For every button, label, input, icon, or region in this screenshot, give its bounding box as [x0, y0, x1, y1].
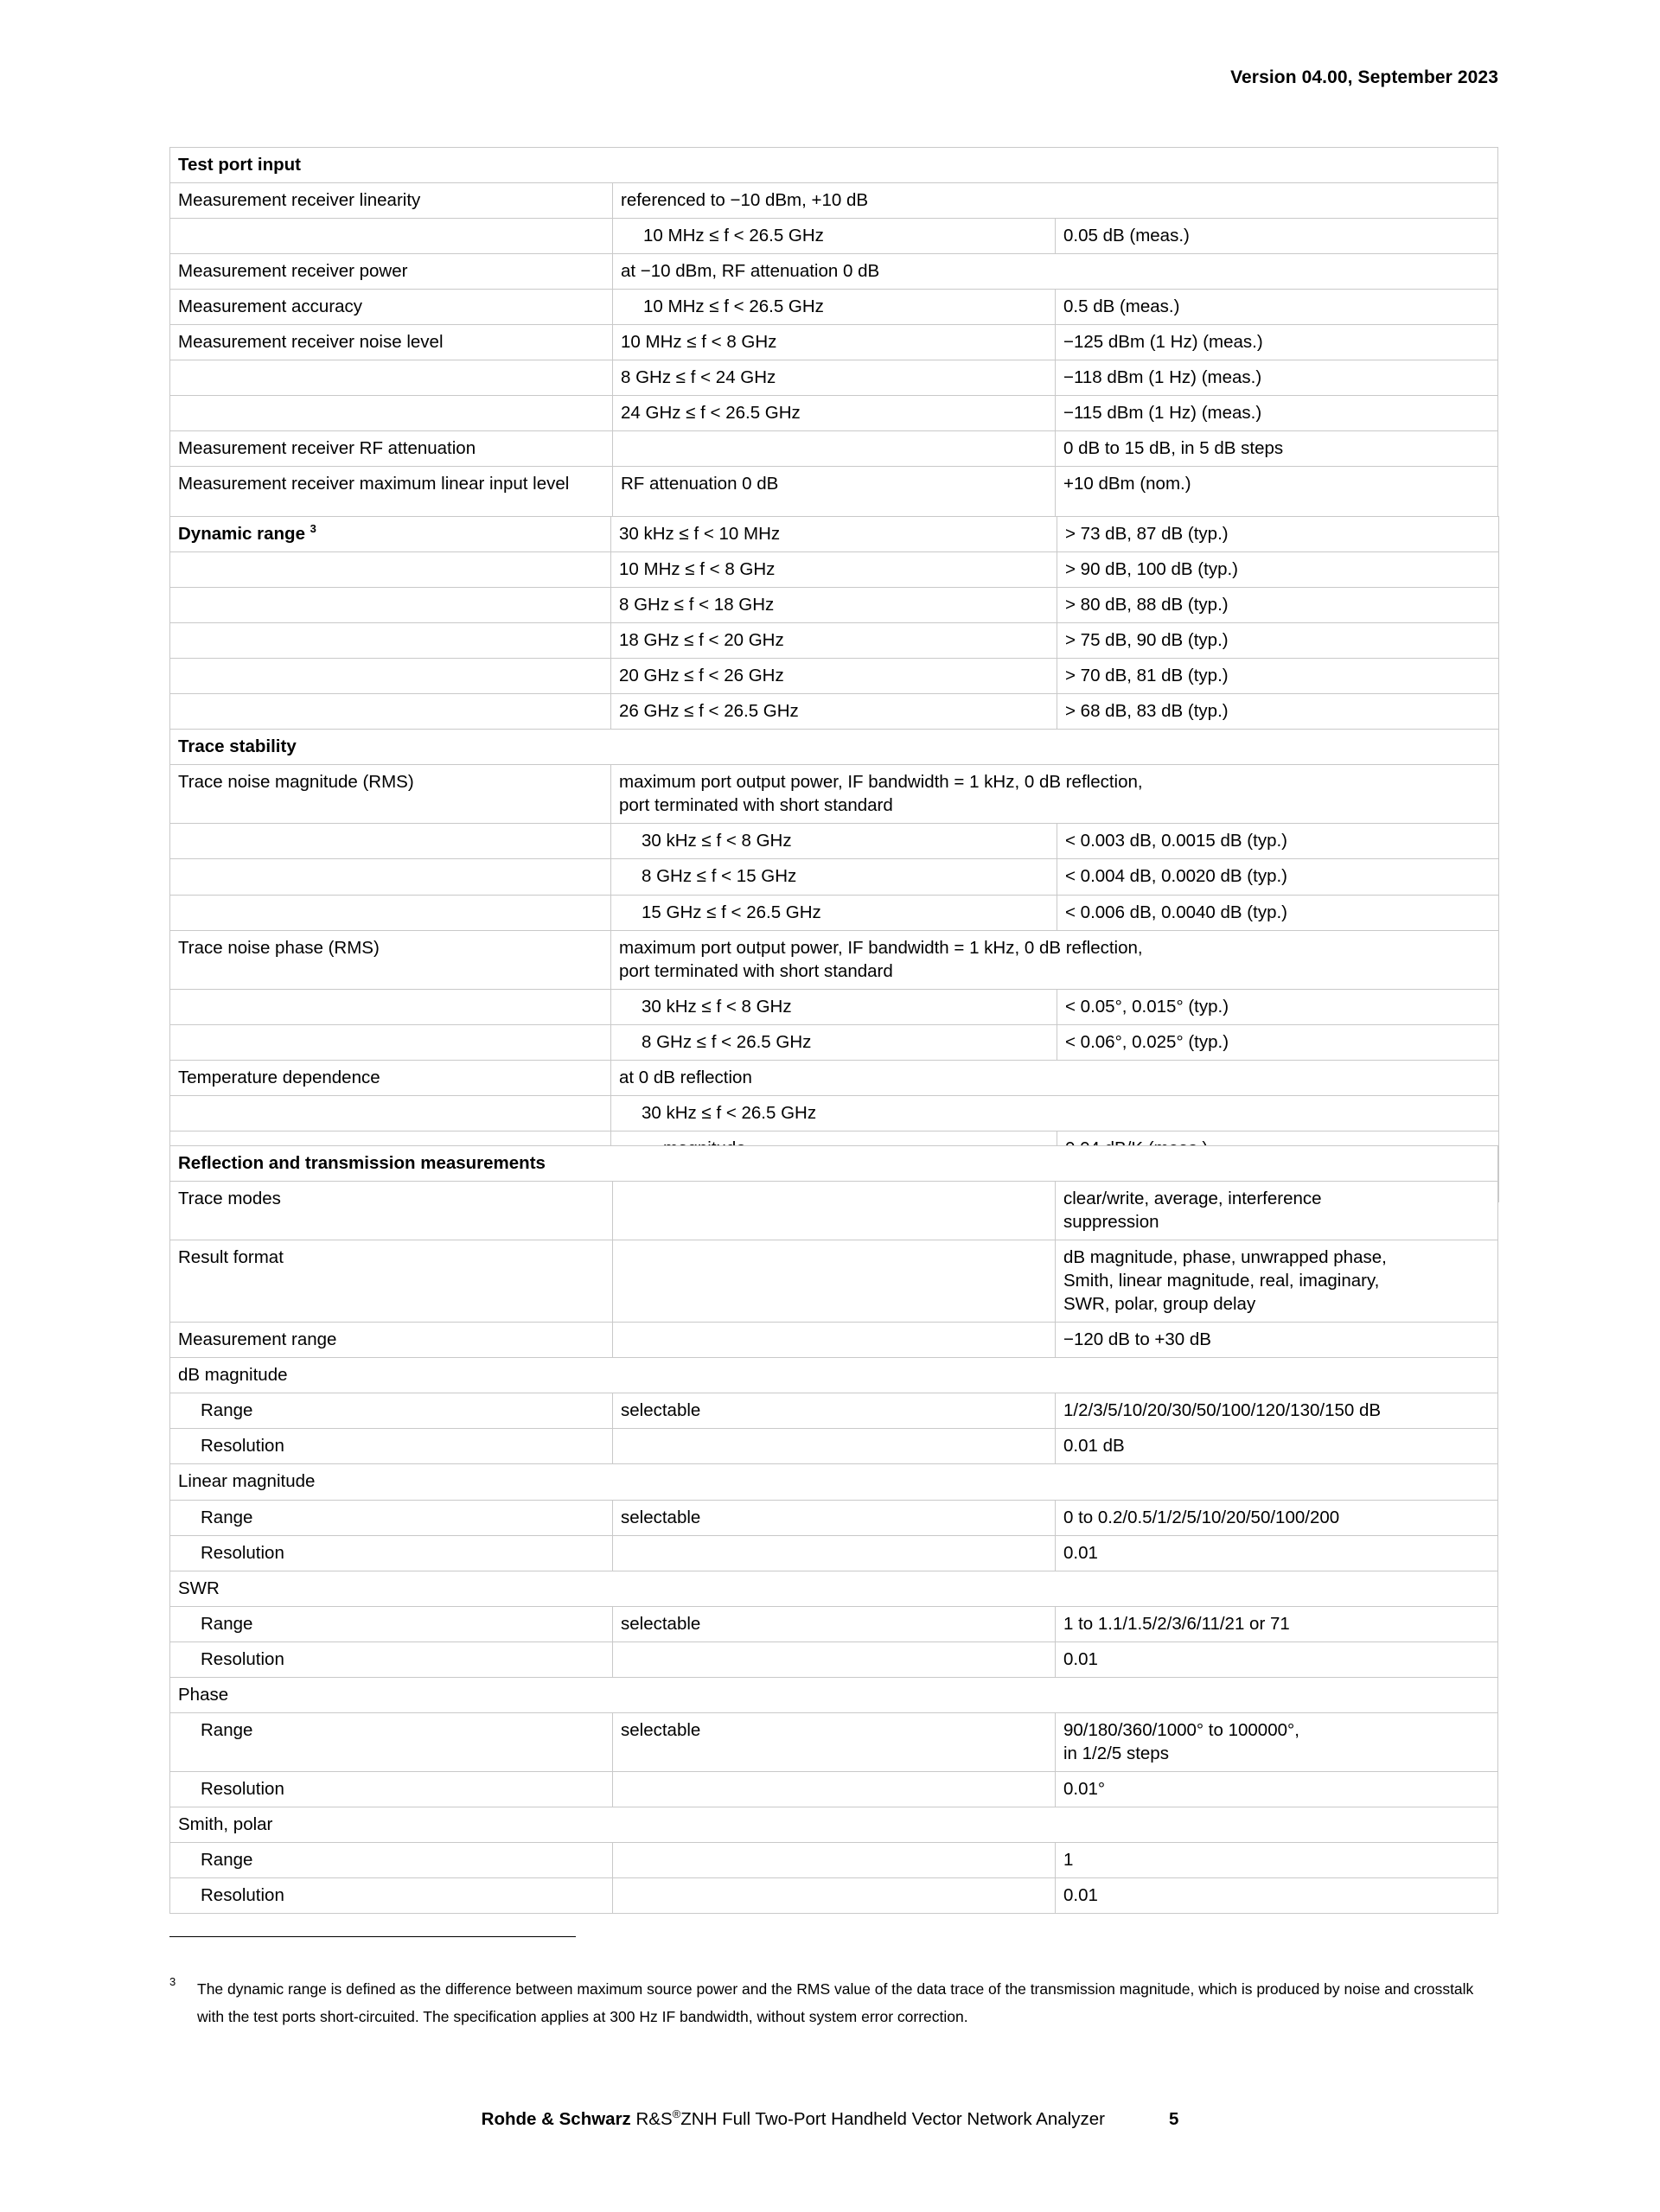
registered-trademark-icon: ® — [672, 2107, 681, 2121]
cell-c1: Range — [170, 1712, 613, 1771]
cell-c1: Dynamic range $^3$ — [170, 517, 611, 552]
table-row — [170, 1240, 1498, 1323]
section-title: Smith, polar — [170, 1807, 1498, 1842]
cell-c3: > 70 dB, 81 dB (typ.) — [1057, 659, 1499, 694]
spec-table-test-port-input — [169, 147, 1498, 526]
cell-c2: 20 GHz ≤ f < 26 GHz — [611, 659, 1057, 694]
cell-c2: selectable — [613, 1500, 1056, 1535]
cell-c1: Measurement receiver noise level — [170, 325, 613, 360]
cell-c1: Range — [170, 1842, 613, 1877]
table-section-header-row — [170, 1146, 1498, 1182]
cell-c1 — [170, 360, 613, 396]
table-section-header-row — [170, 1464, 1498, 1500]
table-section-header-row — [170, 1807, 1498, 1842]
cell-c1: Measurement receiver power — [170, 254, 613, 290]
cell-c3: −115 dBm (1 Hz) (meas.) — [1056, 396, 1498, 431]
cell-c3: 0.01 — [1056, 1641, 1498, 1677]
page-footer — [0, 2109, 1660, 2130]
cell-c2 — [613, 1641, 1056, 1677]
table-row — [170, 183, 1498, 219]
table-row — [170, 1535, 1498, 1571]
cell-c3: < 0.006 dB, 0.0040 dB (typ.) — [1057, 895, 1499, 930]
cell-c3: < 0.004 dB, 0.0020 dB (typ.) — [1057, 859, 1499, 895]
cell-c3: −120 dB to +30 dB — [1056, 1323, 1498, 1358]
cell-c1: Resolution — [170, 1535, 613, 1571]
cell-c2: at −10 dBm, RF attenuation 0 dB — [613, 254, 1498, 290]
cell-c2: 30 kHz ≤ f < 10 MHz — [611, 517, 1057, 552]
table-row — [170, 325, 1498, 360]
cell-c3: dB magnitude, phase, unwrapped phase, Smith, linear magnitude, real, imaginary, SWR, polar, group delay — [1056, 1240, 1498, 1323]
cell-c3: 0.01 — [1056, 1878, 1498, 1914]
cell-c1: Trace modes — [170, 1182, 613, 1240]
cell-c2: 10 MHz ≤ f < 26.5 GHz — [613, 219, 1056, 254]
table-row — [170, 431, 1498, 467]
cell-c1: Resolution — [170, 1641, 613, 1677]
footnote — [169, 1976, 1501, 2031]
cell-c2: 18 GHz ≤ f < 20 GHz — [611, 623, 1057, 659]
table-row — [170, 1182, 1498, 1240]
table-row — [170, 396, 1498, 431]
cell-c3: 0.01 — [1056, 1535, 1498, 1571]
table-section-header-row — [170, 1677, 1498, 1712]
cell-c1 — [170, 895, 611, 930]
cell-c1: Trace noise magnitude (RMS) — [170, 765, 611, 824]
cell-c2: 8 GHz ≤ f < 15 GHz — [611, 859, 1057, 895]
table-row — [170, 1323, 1498, 1358]
cell-c3: 0 dB to 15 dB, in 5 dB steps — [1056, 431, 1498, 467]
table-row — [170, 290, 1498, 325]
table-row — [170, 659, 1499, 694]
footnote-text: The dynamic range is defined as the difference between maximum source power and the RMS value of the data trace of the transmission magnitude, which is produced by noise and crosstalk with the test ports short-circuited. The specification applies at 300 Hz IF bandwidth, without system error correction. — [197, 1980, 1474, 2025]
section-title: Linear magnitude — [170, 1464, 1498, 1500]
table-row — [170, 859, 1499, 895]
cell-c2: 30 kHz ≤ f < 26.5 GHz — [611, 1095, 1499, 1131]
cell-c2 — [613, 1771, 1056, 1807]
footnote-marker: 3 — [169, 1975, 176, 1988]
cell-c2: 26 GHz ≤ f < 26.5 GHz — [611, 694, 1057, 730]
cell-c2: 10 MHz ≤ f < 8 GHz — [613, 325, 1056, 360]
cell-c1: Resolution — [170, 1429, 613, 1464]
section-title: Test port input — [170, 148, 1498, 183]
table-row — [170, 694, 1499, 730]
cell-c1: Range — [170, 1500, 613, 1535]
section-title: Reflection and transmission measurements — [170, 1146, 1498, 1182]
cell-c1: Trace noise phase (RMS) — [170, 930, 611, 989]
footer-title-pre: R&S — [630, 2109, 673, 2129]
cell-c1: Measurement accuracy — [170, 290, 613, 325]
cell-c1 — [170, 588, 611, 623]
cell-c2: 30 kHz ≤ f < 8 GHz — [611, 989, 1057, 1024]
cell-c1: Measurement receiver linearity — [170, 183, 613, 219]
cell-c1 — [170, 694, 611, 730]
cell-c2: maximum port output power, IF bandwidth = 1 kHz, 0 dB reflection, port terminated with short standard — [611, 765, 1499, 824]
cell-c2: 30 kHz ≤ f < 8 GHz — [611, 824, 1057, 859]
cell-c3: 0.01° — [1056, 1771, 1498, 1807]
cell-c3: −125 dBm (1 Hz) (meas.) — [1056, 325, 1498, 360]
cell-c2 — [613, 1429, 1056, 1464]
cell-c2: 24 GHz ≤ f < 26.5 GHz — [613, 396, 1056, 431]
cell-c2: 8 GHz ≤ f < 24 GHz — [613, 360, 1056, 396]
footer-brand: Rohde & Schwarz — [481, 2109, 631, 2129]
cell-c1: Resolution — [170, 1878, 613, 1914]
table-row — [170, 1500, 1498, 1535]
cell-c2: maximum port output power, IF bandwidth = 1 kHz, 0 dB reflection, port terminated with short standard — [611, 930, 1499, 989]
table-section-header-row — [170, 730, 1499, 765]
cell-c2 — [613, 1535, 1056, 1571]
footnote-separator-rule — [169, 1936, 576, 1937]
table-row — [170, 1641, 1498, 1677]
page-header-version: Version 04.00, September 2023 — [1230, 67, 1498, 87]
cell-c1 — [170, 396, 613, 431]
cell-c2: 15 GHz ≤ f < 26.5 GHz — [611, 895, 1057, 930]
cell-c1 — [170, 623, 611, 659]
cell-c2: 10 MHz ≤ f < 26.5 GHz — [613, 290, 1056, 325]
cell-c3: < 0.05°, 0.015° (typ.) — [1057, 989, 1499, 1024]
cell-c1 — [170, 824, 611, 859]
section-title: Trace stability — [170, 730, 1499, 765]
cell-c2 — [613, 1878, 1056, 1914]
cell-c1 — [170, 659, 611, 694]
cell-c2 — [613, 1240, 1056, 1323]
cell-c2: 8 GHz ≤ f < 26.5 GHz — [611, 1024, 1057, 1060]
cell-c1: Result format — [170, 1240, 613, 1323]
table-row — [170, 930, 1499, 989]
cell-c3: > 73 dB, 87 dB (typ.) — [1057, 517, 1499, 552]
cell-c3: > 90 dB, 100 dB (typ.) — [1057, 552, 1499, 588]
cell-c2: selectable — [613, 1393, 1056, 1429]
table-row — [170, 765, 1499, 824]
table-row — [170, 254, 1498, 290]
footnote-reference: 3 — [310, 522, 316, 536]
cell-c1: Range — [170, 1393, 613, 1429]
footer-page-number: 5 — [1168, 2109, 1179, 2129]
table-row — [170, 1429, 1498, 1464]
table-section-header-row — [170, 1571, 1498, 1606]
cell-c2: selectable — [613, 1712, 1056, 1771]
table-row — [170, 1060, 1499, 1095]
cell-c3: 0 to 0.2/0.5/1/2/5/10/20/50/100/200 — [1056, 1500, 1498, 1535]
table-row — [170, 552, 1499, 588]
table-section-header-row — [170, 1358, 1498, 1393]
table-row — [170, 1771, 1498, 1807]
cell-c1: Measurement receiver RF attenuation — [170, 431, 613, 467]
cell-c3: 0.01 dB — [1056, 1429, 1498, 1464]
spec-table-dynamic-range-trace-stability — [169, 516, 1499, 1202]
section-title: SWR — [170, 1571, 1498, 1606]
cell-c2: 8 GHz ≤ f < 18 GHz — [611, 588, 1057, 623]
cell-c3: clear/write, average, interference suppression — [1056, 1182, 1498, 1240]
cell-c1 — [170, 989, 611, 1024]
cell-c1 — [170, 1024, 611, 1060]
cell-c3: > 80 dB, 88 dB (typ.) — [1057, 588, 1499, 623]
cell-c1: Temperature dependence — [170, 1060, 611, 1095]
table-row — [170, 219, 1498, 254]
table-row — [170, 623, 1499, 659]
table-row — [170, 1606, 1498, 1641]
cell-c1 — [170, 552, 611, 588]
cell-c2 — [613, 431, 1056, 467]
cell-c3: 1 — [1056, 1842, 1498, 1877]
table-row — [170, 1712, 1498, 1771]
table-row — [170, 989, 1499, 1024]
cell-c3: 1/2/3/5/10/20/30/50/100/120/130/150 dB — [1056, 1393, 1498, 1429]
cell-c2: selectable — [613, 1606, 1056, 1641]
table-row — [170, 824, 1499, 859]
cell-c1: Resolution — [170, 1771, 613, 1807]
table-row — [170, 360, 1498, 396]
cell-c3: 0.5 dB (meas.) — [1056, 290, 1498, 325]
table-row — [170, 895, 1499, 930]
cell-c1: Measurement range — [170, 1323, 613, 1358]
cell-c2 — [613, 1842, 1056, 1877]
cell-c3: > 68 dB, 83 dB (typ.) — [1057, 694, 1499, 730]
section-title: Phase — [170, 1677, 1498, 1712]
table-row — [170, 1842, 1498, 1877]
cell-c3: 90/180/360/1000° to 100000°, in 1/2/5 steps — [1056, 1712, 1498, 1771]
cell-c1: Range — [170, 1606, 613, 1641]
cell-c1 — [170, 859, 611, 895]
cell-c3: 1 to 1.1/1.5/2/3/6/11/21 or 71 — [1056, 1606, 1498, 1641]
cell-c2: referenced to −10 dBm, +10 dB — [613, 183, 1498, 219]
cell-c1 — [170, 219, 613, 254]
section-title: dB magnitude — [170, 1358, 1498, 1393]
cell-c1: Measurement receiver maximum linear input level — [170, 467, 613, 526]
spec-table-reflection-and-transmission-measurements — [169, 1145, 1498, 1914]
cell-c2 — [613, 1182, 1056, 1240]
cell-c3: < 0.06°, 0.025° (typ.) — [1057, 1024, 1499, 1060]
cell-c3: −118 dBm (1 Hz) (meas.) — [1056, 360, 1498, 396]
cell-c3: < 0.003 dB, 0.0015 dB (typ.) — [1057, 824, 1499, 859]
cell-c1 — [170, 1095, 611, 1131]
table-row — [170, 588, 1499, 623]
cell-c2: 10 MHz ≤ f < 8 GHz — [611, 552, 1057, 588]
table-row — [170, 517, 1499, 552]
table-row — [170, 1878, 1498, 1914]
cell-c3: +10 dBm (nom.) — [1056, 467, 1498, 526]
table-section-header-row — [170, 148, 1498, 183]
cell-c2 — [613, 1323, 1056, 1358]
footer-title-post: ZNH Full Two-Port Handheld Vector Network Analyzer — [680, 2109, 1105, 2129]
table-row — [170, 1024, 1499, 1060]
table-row — [170, 1095, 1499, 1131]
cell-c3: > 75 dB, 90 dB (typ.) — [1057, 623, 1499, 659]
cell-c3: 0.05 dB (meas.) — [1056, 219, 1498, 254]
cell-c2: RF attenuation 0 dB — [613, 467, 1056, 526]
cell-c2: at 0 dB reflection — [611, 1060, 1499, 1095]
table-row — [170, 1393, 1498, 1429]
